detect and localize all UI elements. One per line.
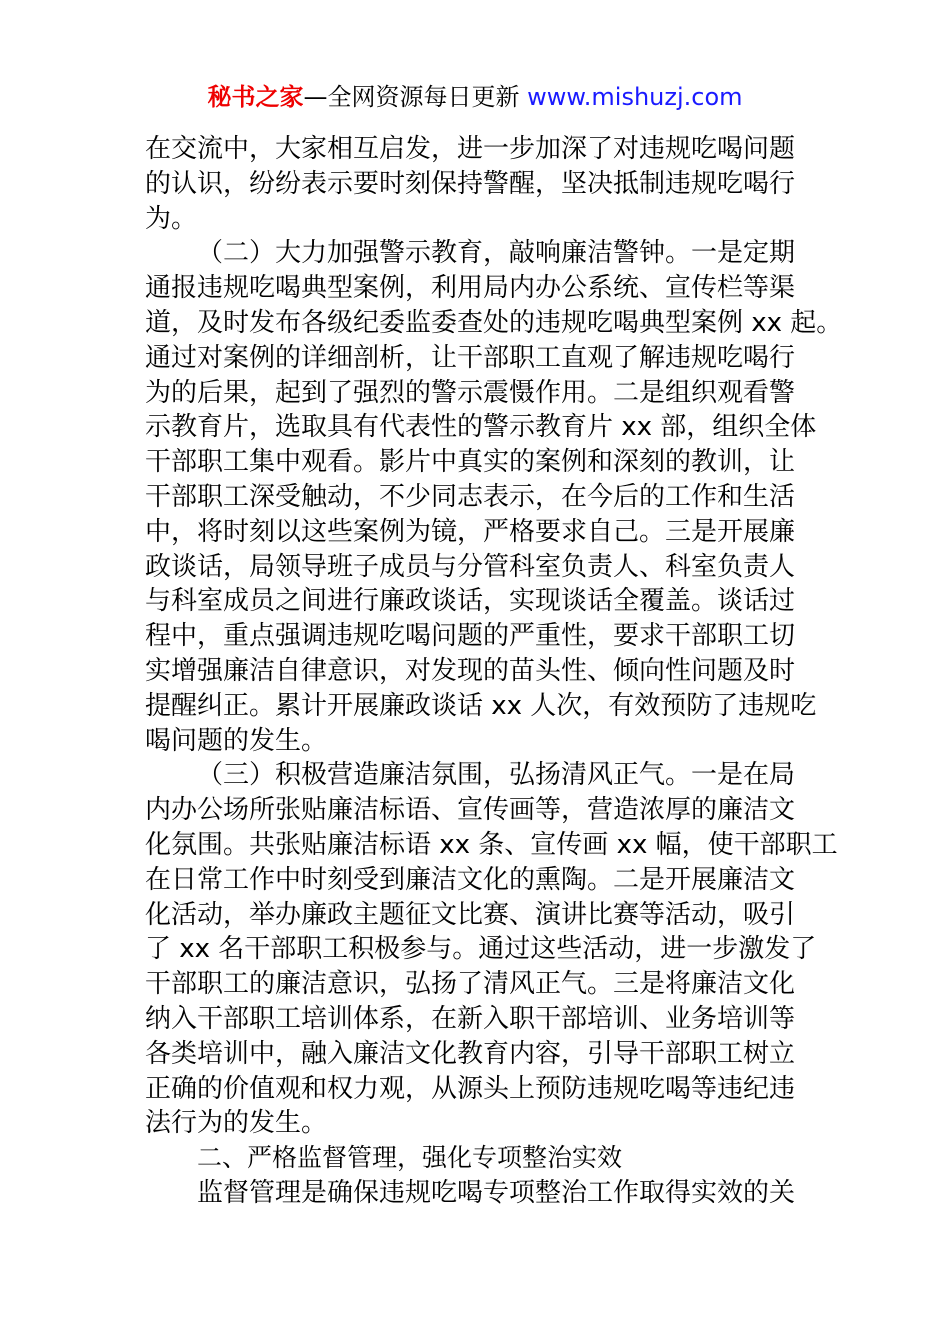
text-line: 程中，重点强调违规吃喝问题的严重性，要求干部职工切 bbox=[145, 621, 796, 652]
text-line: 纳入干部职工培训体系，在新入职干部培训、业务培训等 bbox=[145, 1003, 796, 1034]
document-body bbox=[145, 132, 843, 1211]
text-line: 与科室成员之间进行廉政谈话，实现谈话全覆盖。谈话过 bbox=[145, 586, 796, 617]
text-line: （二）大力加强警示教育，敲响廉洁警钟。一是定期 bbox=[197, 238, 796, 269]
site-brand: 秘书之家 bbox=[207, 83, 304, 111]
text-line: 的认识，纷纷表示要时刻保持警醒，坚决抵制违规吃喝行 bbox=[145, 168, 796, 199]
text-line: 道，及时发布各级纪委监委查处的违规吃喝典型案例 xx 起。 bbox=[145, 307, 843, 338]
text-line: 化活动，举办廉政主题征文比赛、演讲比赛等活动，吸引 bbox=[145, 899, 796, 930]
text-line: 通过对案例的详细剖析，让干部职工直观了解违规吃喝行 bbox=[145, 342, 796, 373]
text-line: 示教育片，选取具有代表性的警示教育片 xx 部，组织全体 bbox=[145, 412, 817, 443]
text-line: 法行为的发生。 bbox=[145, 1108, 328, 1139]
text-line: （三）积极营造廉洁氛围，弘扬清风正气。一是在局 bbox=[197, 760, 796, 791]
text-line: 正确的价值观和权力观，从源头上预防违规吃喝等违纪违 bbox=[145, 1073, 796, 1104]
text-line: 通报违规吃喝典型案例，利用局内办公系统、宣传栏等渠 bbox=[145, 273, 796, 304]
text-line: 干部职工的廉洁意识，弘扬了清风正气。三是将廉洁文化 bbox=[145, 969, 796, 1000]
site-url[interactable]: www.mishuzj.com bbox=[527, 83, 743, 111]
text-line: 各类培训中，融入廉洁文化教育内容，引导干部职工树立 bbox=[145, 1038, 796, 1069]
text-line: 监督管理是确保违规吃喝专项整治工作取得实效的关 bbox=[197, 1177, 796, 1208]
text-line: 内办公场所张贴廉洁标语、宣传画等，营造浓厚的廉洁文 bbox=[145, 795, 796, 826]
text-line: 喝问题的发生。 bbox=[145, 725, 328, 756]
text-line: 中，将时刻以这些案例为镜，严格要求自己。三是开展廉 bbox=[145, 516, 796, 547]
text-line: 提醒纠正。累计开展廉政谈话 xx 人次，有效预防了违规吃 bbox=[145, 690, 817, 721]
text-line: 化氛围。共张贴廉洁标语 xx 条、宣传画 xx 幅，使干部职工 bbox=[145, 829, 838, 860]
section-heading: 二、严格监督管理，强化专项整治实效 bbox=[197, 1143, 623, 1173]
text-line: 在日常工作中时刻受到廉洁文化的熏陶。二是开展廉洁文 bbox=[145, 864, 796, 895]
site-tagline: —全网资源每日更新 bbox=[303, 83, 528, 111]
text-line: 为。 bbox=[145, 203, 198, 234]
page-header bbox=[0, 82, 950, 112]
text-line: 为的后果，起到了强烈的警示震慑作用。二是组织观看警 bbox=[145, 377, 796, 408]
text-line: 政谈话，局领导班子成员与分管科室负责人、科室负责人 bbox=[145, 551, 796, 582]
text-line: 干部职工集中观看。影片中真实的案例和深刻的教训，让 bbox=[145, 447, 796, 478]
text-line: 了 xx 名干部职工积极参与。通过这些活动，进一步激发了 bbox=[145, 934, 817, 965]
text-line: 干部职工深受触动，不少同志表示，在今后的工作和生活 bbox=[145, 481, 796, 512]
text-line: 在交流中，大家相互启发，进一步加深了对违规吃喝问题 bbox=[145, 134, 796, 164]
text-line: 实增强廉洁自律意识，对发现的苗头性、倾向性问题及时 bbox=[145, 655, 796, 686]
